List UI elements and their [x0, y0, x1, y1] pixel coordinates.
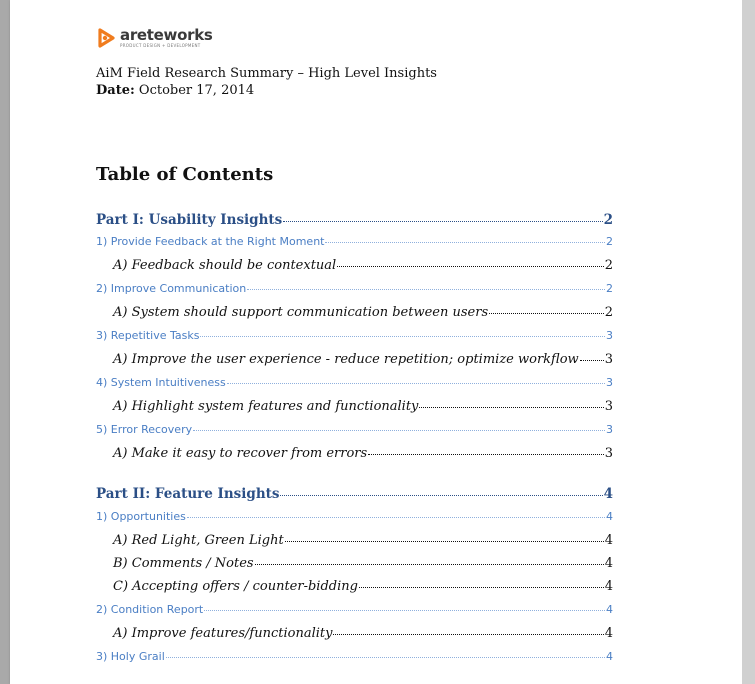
toc-entry-label: 3) Repetitive Tasks — [96, 329, 200, 342]
areteworks-logo-icon — [96, 28, 116, 48]
toc-entry[interactable] — [113, 626, 613, 641]
toc-entry[interactable] — [96, 235, 613, 248]
toc-leader-dots — [187, 516, 605, 518]
toc-entry-label: Part II: Feature Insights — [96, 486, 280, 502]
toc-entry[interactable] — [96, 282, 613, 295]
toc-leader-dots — [419, 406, 603, 408]
toc-leader-dots — [489, 312, 604, 314]
date-value: October 17, 2014 — [134, 83, 255, 98]
toc-entry-label: A) Make it easy to recover from errors — [113, 446, 368, 461]
toc-leader-dots — [200, 335, 605, 337]
toc-page-number: 2 — [604, 305, 613, 320]
toc-entry[interactable] — [113, 579, 613, 594]
toc-entry-label: A) Feedback should be contextual — [113, 258, 337, 273]
toc-entry[interactable] — [113, 556, 613, 571]
toc-entry-label: 4) System Intuitiveness — [96, 376, 226, 389]
toc-page-number: 4 — [604, 533, 613, 548]
toc-entry-label: 5) Error Recovery — [96, 423, 193, 436]
toc-page-number: 4 — [606, 510, 613, 523]
toc-leader-dots — [285, 540, 604, 542]
toc-leader-dots — [255, 563, 604, 565]
toc-entry-label: A) Highlight system features and functionality — [113, 399, 419, 414]
toc-entry-label: 3) Holy Grail — [96, 650, 165, 663]
toc-entry-label: A) Improve the user experience - reduce repetition; optimize workflow — [113, 352, 579, 367]
toc-entry[interactable] — [96, 603, 613, 616]
toc-page-number: 3 — [606, 329, 613, 342]
toc-heading: Table of Contents — [96, 164, 274, 185]
toc-leader-dots — [166, 656, 605, 658]
toc-leader-dots — [227, 382, 605, 384]
toc-entry[interactable] — [113, 305, 613, 320]
toc-entry-label: 1) Provide Feedback at the Right Moment — [96, 235, 325, 248]
toc-entry[interactable] — [113, 446, 613, 461]
toc-entry[interactable] — [113, 399, 613, 414]
toc-page-number: 3 — [604, 446, 613, 461]
toc-leader-dots — [333, 633, 603, 635]
toc-page-number: 4 — [604, 579, 613, 594]
toc-entry[interactable] — [96, 650, 613, 663]
window-gutter — [742, 0, 755, 684]
toc-entry-label: A) System should support communication between users — [113, 305, 489, 320]
document-title: AiM Field Research Summary – High Level Insights — [96, 66, 437, 81]
toc-entry-label: A) Improve features/functionality — [113, 626, 333, 641]
document-date — [96, 83, 254, 98]
toc-entry-label: 2) Condition Report — [96, 603, 204, 616]
toc-page-number: 4 — [606, 603, 613, 616]
toc-leader-dots — [337, 265, 604, 267]
toc-entry-label: A) Red Light, Green Light — [113, 533, 284, 548]
toc-page-number: 3 — [604, 352, 613, 367]
logo-tagline: PRODUCT DESIGN + DEVELOPMENT — [120, 43, 201, 48]
toc-page-number: 4 — [604, 626, 613, 641]
toc-page-number: 2 — [603, 212, 613, 228]
toc-leader-dots — [247, 288, 605, 290]
document-page — [10, 0, 742, 684]
toc-entry[interactable] — [96, 486, 613, 502]
toc-leader-dots — [204, 609, 605, 611]
toc-entry[interactable] — [96, 329, 613, 342]
toc-leader-dots — [283, 220, 602, 222]
toc-entry[interactable] — [113, 533, 613, 548]
toc-leader-dots — [280, 494, 602, 496]
toc-leader-dots — [325, 241, 605, 243]
toc-page-number: 2 — [604, 258, 613, 273]
toc-entry-label: 2) Improve Communication — [96, 282, 247, 295]
toc-leader-dots — [193, 429, 605, 431]
toc-page-number: 4 — [603, 486, 613, 502]
toc-entry[interactable] — [96, 510, 613, 523]
toc-entry[interactable] — [113, 352, 613, 367]
toc-page-number: 4 — [604, 556, 613, 571]
toc-leader-dots — [368, 453, 604, 455]
toc-page-number: 3 — [606, 423, 613, 436]
toc-page-number: 3 — [606, 376, 613, 389]
toc-page-number: 2 — [606, 282, 613, 295]
logo-wordmark: areteworks — [120, 26, 213, 44]
toc-entry-label: Part I: Usability Insights — [96, 212, 283, 228]
toc-leader-dots — [359, 586, 604, 588]
toc-entry[interactable] — [113, 258, 613, 273]
toc-entry[interactable] — [96, 212, 613, 228]
toc-entry[interactable] — [96, 376, 613, 389]
toc-page-number: 3 — [604, 399, 613, 414]
toc-entry-label: 1) Opportunities — [96, 510, 186, 523]
toc-entry-label: C) Accepting offers / counter-bidding — [113, 579, 358, 594]
date-label: Date: — [96, 83, 135, 98]
company-logo — [96, 27, 213, 49]
toc-entry[interactable] — [96, 423, 613, 436]
toc-page-number: 2 — [606, 235, 613, 248]
toc-leader-dots — [580, 359, 604, 361]
toc-entry-label: B) Comments / Notes — [113, 556, 254, 571]
toc-page-number: 4 — [606, 650, 613, 663]
